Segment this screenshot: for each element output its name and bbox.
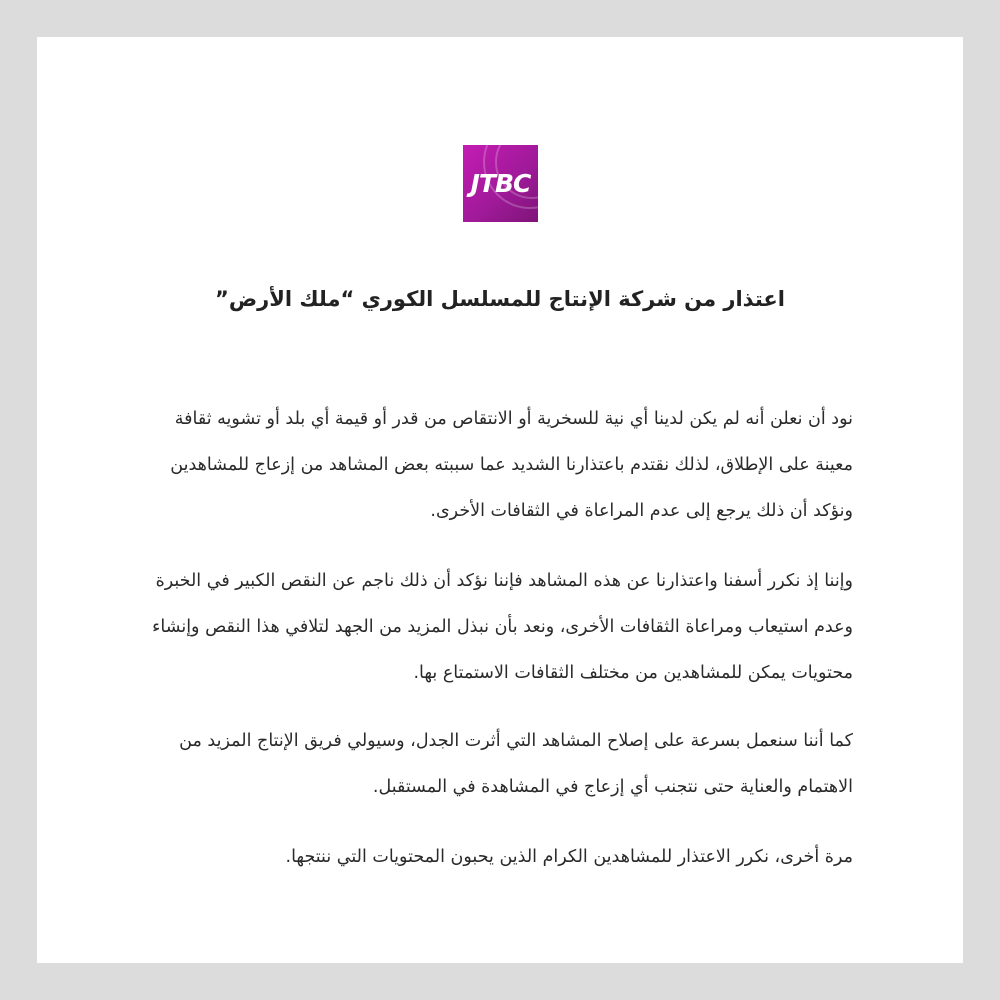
- document-title: اعتذار من شركة الإنتاج للمسلسل الكوري “ملك الأرض”: [215, 287, 785, 311]
- paragraph-2: وإننا إذ نكرر أسفنا واعتذارنا عن هذه المشاهد فإننا نؤكد أن ذلك ناجم عن النقص الكبير في الخبرة وعدم استيعاب ومراعاة الثقافات الأخرى، ونعد بأن نبذل المزيد من الجهد لتلافي هذا النقص وإنشاء محتويات يمكن للمشاهدين من مختلف الثقافات الاستمتاع بها.: [152, 570, 853, 683]
- logo-text: JTBC: [470, 169, 531, 198]
- jtbc-logo: [463, 145, 538, 222]
- paragraph-4: مرة أخرى، نكرر الاعتذار للمشاهدين الكرام الذين يحبون المحتويات التي ننتجها.: [285, 846, 853, 867]
- paragraph-1: نود أن نعلن أنه لم يكن لدينا أي نية للسخرية أو الانتقاص من قدر أو قيمة أي بلد أو تشويه ثقافة معينة على الإطلاق، لذلك نقتدم باعتذارنا الشديد عما سببته بعض المشاهد من إزعاج للمشاهدين ونؤكد أن ذلك يرجع إلى عدم المراعاة في الثقافات الأخرى.: [170, 408, 853, 521]
- document-card: [37, 37, 963, 963]
- paragraph-3: كما أننا سنعمل بسرعة على إصلاح المشاهد التي أثرت الجدل، وسيولي فريق الإنتاج المزيد من الاهتمام والعناية حتى نتجنب أي إزعاج في المشاهدة في المستقبل.: [179, 730, 853, 797]
